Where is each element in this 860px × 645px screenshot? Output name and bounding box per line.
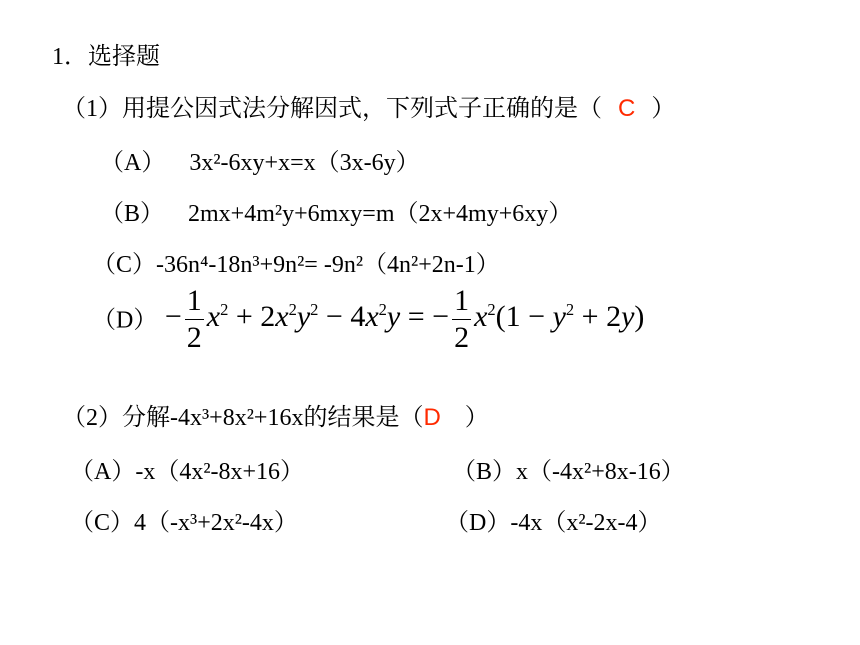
q1-option-a-label: （A） bbox=[100, 150, 166, 176]
q2-option-a bbox=[70, 457, 304, 487]
close-paren: ) bbox=[634, 300, 645, 333]
exponent: 2 bbox=[310, 300, 319, 319]
exponent: 2 bbox=[565, 300, 575, 319]
plus-sign: + bbox=[581, 300, 599, 333]
equals-sign: = bbox=[407, 300, 425, 333]
heading-text: 1．选择题 bbox=[52, 44, 160, 70]
q2-answer: D bbox=[423, 404, 441, 431]
q2-option-b bbox=[452, 457, 685, 487]
q2-stem-prefix: （2）分解-4x³+8x²+16x的结果是（ bbox=[62, 405, 424, 431]
constant-one: 1 bbox=[505, 300, 521, 333]
q1-option-d bbox=[92, 282, 644, 355]
fraction-one-half bbox=[185, 283, 204, 354]
fraction-one-half bbox=[452, 283, 471, 354]
var-y: y bbox=[621, 300, 635, 333]
minus-sign: − bbox=[528, 300, 546, 333]
var-x: x bbox=[206, 300, 221, 333]
exponent: 2 bbox=[220, 300, 229, 319]
q1-option-a bbox=[100, 148, 420, 178]
var-y: y bbox=[386, 300, 401, 333]
q1-stem-prefix: （1）用提公因式法分解因式，下列式子正确的是（ bbox=[62, 96, 602, 122]
q2-option-c-text: （C）4（-x³+2x²-4x） bbox=[70, 510, 298, 536]
exponent: 2 bbox=[288, 300, 297, 319]
q1-stem-suffix: ） bbox=[651, 96, 676, 122]
minus-sign: − bbox=[432, 300, 450, 333]
open-paren: ( bbox=[495, 300, 506, 333]
q1-option-c-text: -36n⁴-18n³+9n²= -9n²（4n²+2n-1） bbox=[156, 252, 500, 278]
q1-option-c bbox=[92, 250, 500, 280]
q1-option-d-equation bbox=[157, 283, 645, 354]
q1-option-a-text: 3x²-6xy+x=x（3x-6y） bbox=[189, 150, 420, 176]
exponent: 2 bbox=[378, 300, 387, 319]
coefficient: 4 bbox=[350, 300, 366, 333]
var-y: y bbox=[552, 300, 566, 333]
var-y: y bbox=[296, 300, 311, 333]
var-x: x bbox=[474, 300, 488, 333]
fraction-denominator: 2 bbox=[454, 320, 470, 354]
question-heading bbox=[52, 42, 160, 72]
q2-stem-suffix: ） bbox=[464, 405, 489, 431]
exponent: 2 bbox=[487, 300, 496, 319]
q1-option-d-label: （D） bbox=[92, 307, 158, 334]
fraction-numerator: 1 bbox=[185, 286, 204, 320]
plus-sign: + bbox=[235, 300, 253, 333]
q2-option-d bbox=[445, 508, 662, 538]
minus-sign: − bbox=[164, 300, 182, 333]
question-1-stem bbox=[62, 94, 675, 124]
q2-option-d-text: （D）-4x（x²-2x-4） bbox=[445, 510, 662, 536]
q1-option-c-label: （C） bbox=[92, 252, 157, 278]
q2-option-c bbox=[70, 508, 298, 538]
q1-option-b bbox=[100, 199, 572, 229]
q1-answer: C bbox=[618, 95, 636, 122]
q2-option-b-text: （B）x（-4x²+8x-16） bbox=[452, 459, 685, 485]
fraction-numerator: 1 bbox=[452, 286, 471, 320]
var-x: x bbox=[275, 300, 289, 333]
coefficient: 2 bbox=[606, 300, 622, 333]
q1-option-b-text: 2mx+4m²y+6mxy=m（2x+4my+6xy） bbox=[188, 201, 573, 227]
coefficient: 2 bbox=[260, 300, 276, 333]
q1-option-b-label: （B） bbox=[100, 201, 165, 227]
fraction-denominator: 2 bbox=[186, 320, 202, 354]
question-2-stem bbox=[62, 403, 489, 433]
var-x: x bbox=[365, 300, 379, 333]
q2-option-a-text: （A）-x（4x²-8x+16） bbox=[70, 459, 305, 485]
minus-sign: − bbox=[325, 300, 343, 333]
